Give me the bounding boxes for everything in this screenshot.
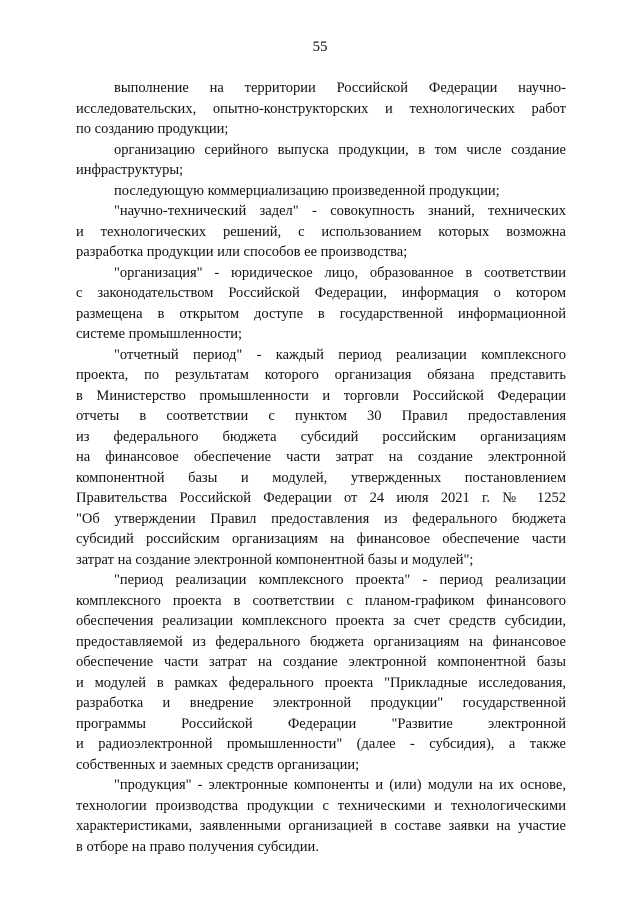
text-line: Правительства Российской Федерации от 24 июля 2021 г. № 1252 — [76, 490, 566, 506]
paragraph-p3 — [76, 181, 566, 202]
text-line: "продукция" - электронные компоненты и (или) модули на их основе, — [114, 777, 566, 793]
text-line: отчеты в соответствии с пунктом 30 Правил предоставления — [76, 408, 566, 424]
text-line: затрат на создание электронной компонентной базы и модулей"; — [76, 551, 474, 568]
text-line: и технологических решений, с использованием которых возможна — [76, 223, 566, 240]
text-line: организацию серийного выпуска продукции, в том числе создание — [114, 141, 566, 158]
text-line: программы Российской Федерации "Развитие электронной — [76, 715, 566, 732]
text-line: и радиоэлектронной промышленности" (далее - субсидия), а также — [76, 736, 566, 752]
text-line: компонентной базы и модулей, утвержденных постановлением — [76, 469, 566, 486]
text-line: субсидий российским организациям на финансовое обеспечение части — [76, 531, 566, 547]
text-line: собственных и заемных средств организации; — [76, 756, 360, 773]
paragraph-p4 — [76, 201, 566, 263]
text-line: комплексного проекта в соответствии с планом-графиком финансового — [76, 592, 566, 609]
text-line: и модулей в рамках федерального проекта "Прикладные исследования, — [76, 674, 566, 691]
text-line: обеспечение части затрат на создание электронной компонентной базы — [76, 654, 566, 670]
text-line: технологии производства продукции с техническими и технологическими — [76, 797, 566, 814]
paragraph-p8 — [76, 775, 566, 857]
text-line: в Министерство промышленности и торговли Российской Федерации — [76, 387, 566, 404]
paragraph-p7 — [76, 570, 566, 775]
paragraph-p2 — [76, 140, 566, 181]
text-line: исследовательских, опытно-конструкторских и технологических работ — [76, 100, 566, 117]
text-line: "научно-технический задел" - совокупность знаний, технических — [114, 203, 566, 219]
paragraph-p5 — [76, 263, 566, 345]
text-line: инфраструктуры; — [76, 162, 184, 178]
page-number: 55 — [312, 39, 328, 55]
text-line: "Об утверждении Правил предоставления из федерального бюджета — [76, 510, 566, 527]
text-line: в отборе на право получения субсидии. — [76, 838, 319, 855]
text-line: последующую коммерциализацию произведенной продукции; — [114, 182, 500, 199]
text-line: обеспечения реализации комплексного проекта за счет средств субсидии, — [76, 613, 566, 629]
text-line: на финансовое обеспечение части затрат на создание электронной — [76, 449, 566, 465]
text-line: с законодательством Российской Федерации, информация о котором — [76, 285, 566, 301]
text-line: "организация" - юридическое лицо, образованное в соответствии — [114, 264, 566, 281]
text-line: системе промышленности; — [76, 326, 243, 342]
text-line: разработка и внедрение электронной продукции" государственной — [76, 695, 566, 711]
text-line: проекта, по результатам которого организация обязана представить — [76, 367, 566, 383]
text-line: разработка продукции или способов ее производства; — [76, 244, 408, 260]
document-body — [76, 78, 566, 857]
paragraph-p6 — [76, 345, 566, 571]
text-line: предоставляемой из федерального бюджета организациям на финансовое — [76, 633, 566, 650]
text-line: из федерального бюджета субсидий российским организациям — [76, 428, 566, 445]
text-line: характеристиками, заявленными организацией в составе заявки на участие — [76, 818, 566, 834]
text-line: размещена в открытом доступе в государственной информационной — [76, 305, 566, 322]
text-line: "отчетный период" - каждый период реализации комплексного — [114, 346, 566, 363]
text-line: выполнение на территории Российской Федерации научно- — [114, 80, 566, 96]
paragraph-p1 — [76, 78, 566, 140]
text-line: по созданию продукции; — [76, 121, 229, 137]
text-line: "период реализации комплексного проекта" - период реализации — [114, 572, 566, 588]
